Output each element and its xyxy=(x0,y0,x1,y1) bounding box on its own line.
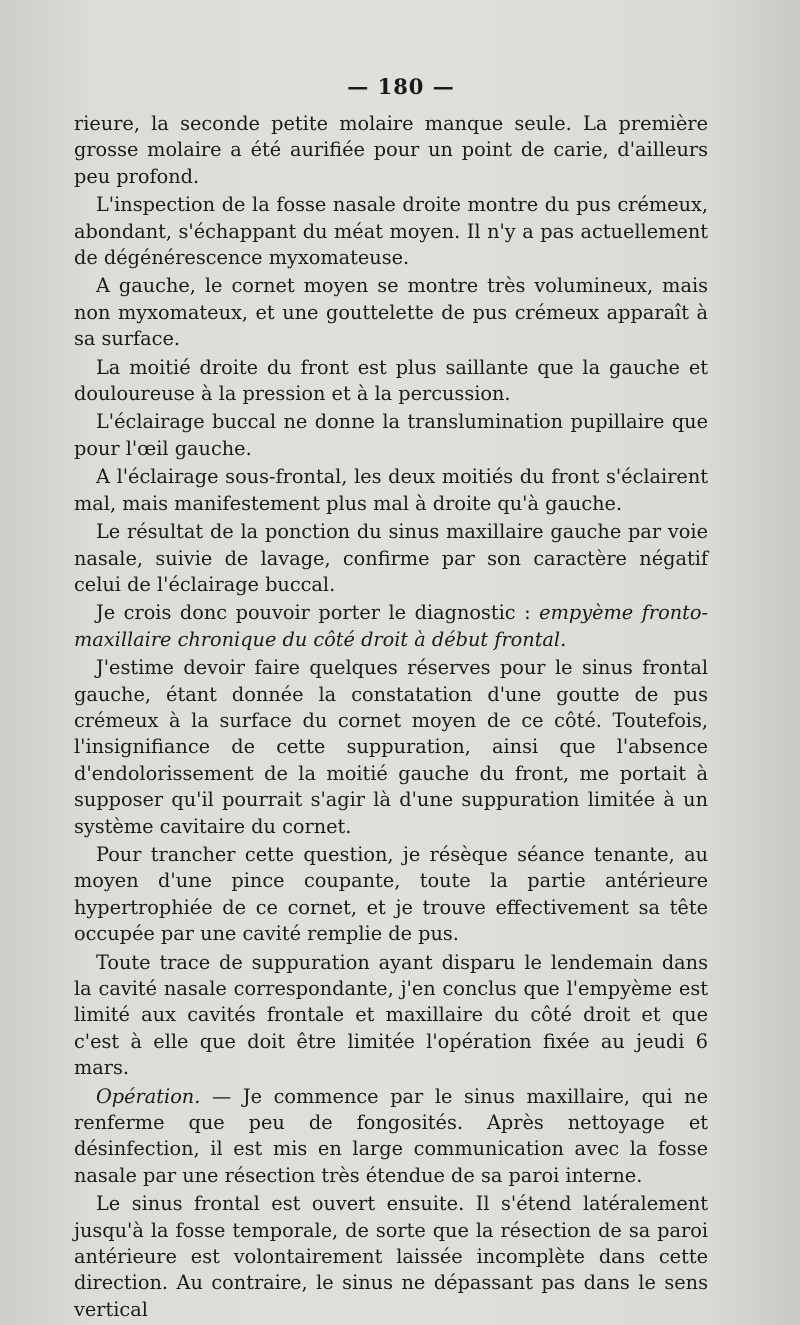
book-page xyxy=(74,74,708,1325)
paragraph-13: Le sinus frontal est ouvert ensuite. Il s'étend latéralement jusqu'à la fosse temporale, de sorte que la résection de sa paroi antérieure est volontairement laissée incomplète dans cette direction. Au contraire, le sinus ne dépassant pas dans le sens vertical xyxy=(74,1192,708,1321)
paragraph-9: J'estime devoir faire quelques réserves pour le sinus frontal gauche, étant donnée la constatation d'une goutte de pus crémeux à la surface du cornet moyen de ce côté. Toutefois, l'insignifiance de cette suppuration, ainsi que l'absence d'endolorissement de la moitié gauche du front, me portait à supposer qu'il pourrait s'agir là d'une suppuration limitée à un système cavitaire du cornet. xyxy=(74,656,708,838)
paragraph-3: A gauche, le cornet moyen se montre très volumineux, mais non myxomateux, et une gouttelette de pus crémeux apparaît à sa surface. xyxy=(74,274,708,351)
paragraph-11: Toute trace de suppuration ayant disparu le lendemain dans la cavité nasale correspondante, j'en conclus que l'empyème est limité aux cavités frontale et maxillaire du côté droit et que c'est à elle que doit être limitée l'opération fixée au jeudi 6 mars. xyxy=(74,950,708,1080)
paragraph-7: Le résultat de la ponction du sinus maxillaire gauche par voie nasale, suivie de lavage, confirme par son caractère négatif celui de l'éclairage buccal. xyxy=(74,520,708,596)
paragraph-1: rieure, la seconde petite molaire manque seule. La première grosse molaire a été aurifiée pour un point de carie, d'ailleurs peu profond. xyxy=(74,112,708,188)
paragraph-5: L'éclairage buccal ne donne la translumination pupillaire que pour l'œil gauche. xyxy=(74,410,708,460)
page-number: — 180 — xyxy=(347,74,455,99)
operation-heading: Opération. xyxy=(96,1084,201,1108)
paragraph-4: La moitié droite du front est plus saillante que la gauche et douloureuse à la pression et à la percussion. xyxy=(74,355,708,406)
paragraph-10: Pour trancher cette question, je résèque séance tenante, au moyen d'une pince coupante, toute la partie antérieure hypertrophiée de ce cornet, et je trouve effectivement sa tête occupée par une cavité remplie de pus. xyxy=(74,842,708,946)
paragraph-operation: Opération. — Je commence par le sinus maxillaire, qui ne renferme que peu de fongosités. Après nettoyage et désinfection, il est mis en large communication avec la fosse nasale par une résection très étendue de sa paroi interne. xyxy=(74,1084,708,1187)
paragraph-diagnosis: Je crois donc pouvoir porter le diagnostic : empyème fronto-maxillaire chronique du côté droit à début frontal. xyxy=(74,601,708,651)
paragraph-6: A l'éclairage sous-frontal, les deux moitiés du front s'éclairent mal, mais manifestement plus mal à droite qu'à gauche. xyxy=(74,465,708,515)
diagnosis-italic: empyème fronto-maxillaire chronique du côté droit à début frontal. xyxy=(74,601,708,651)
paragraph-2: L'inspection de la fosse nasale droite montre du pus crémeux, abondant, s'échappant du méat moyen. Il n'y a pas actuellement de dégénérescence myxomateuse. xyxy=(74,193,708,270)
